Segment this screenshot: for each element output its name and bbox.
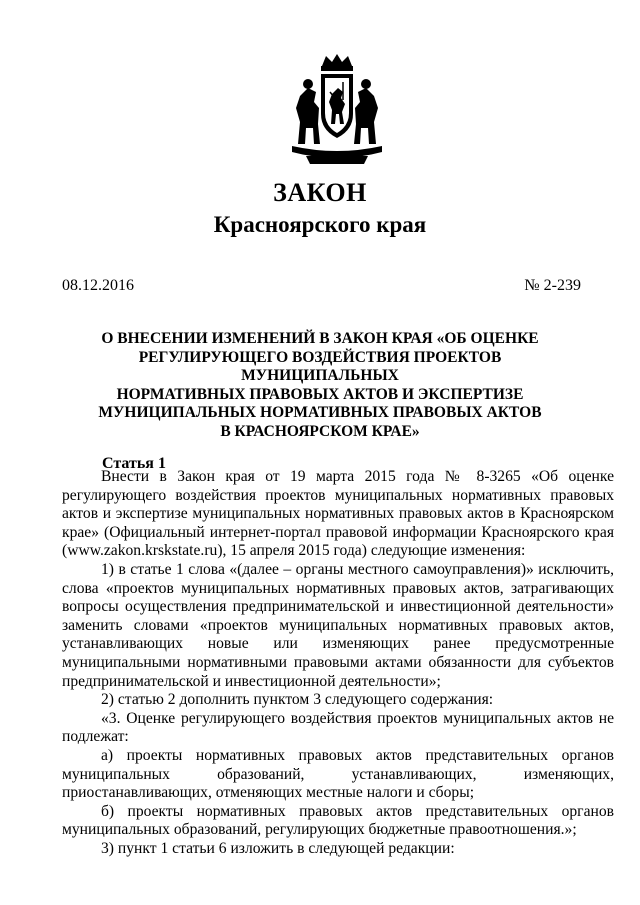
heading-line: О ВНЕСЕНИИ ИЗМЕНЕНИЙ В ЗАКОН КРАЯ «ОБ ОЦЕНКЕ bbox=[101, 330, 539, 347]
article-body bbox=[62, 468, 614, 858]
coat-of-arms-icon bbox=[286, 52, 388, 168]
document-subtitle: Красноярского края bbox=[213, 212, 427, 237]
law-heading bbox=[60, 330, 580, 441]
document-title: ЗАКОН bbox=[273, 178, 367, 207]
heading-line: В КРАСНОЯРСКОМ КРАЕ» bbox=[220, 422, 420, 440]
paragraph: 1) в статье 1 слова «(далее – органы местного самоуправления)» исключить, слова «проектов муниципальных нормативных правовых актов, затрагивающих вопросы осуществления предпринимательской и инвестиционной деятельности» заменить словами «проектов муниципальных нормативных правовых актов, устанавливающих новые или изменяющих ранее предусмотренные муниципальными нормативными правовыми актами обязанности для субъектов предпринимательской и инвестиционной деятельности»; bbox=[62, 560, 614, 690]
article-title: Статья 1 bbox=[102, 455, 166, 472]
paragraph: Внести в Закон края от 19 марта 2015 года № 8-3265 «Об оценке регулирующего воздействия проектов муниципальных нормативных правовых актов и экспертизе муниципальных нормативных правовых актов в Красноярском крае» (Официальный интернет-портал правовой информации Красноярского края (www.zakon.krskstate.ru), 15 апреля 2015 года) следующие изменения: bbox=[62, 468, 614, 560]
paragraph: а) проекты нормативных правовых актов представительных органов муниципальных образований, устанавливающих, изменяющих, приостанавливающих, отменяющих местные налоги и сборы; bbox=[62, 746, 614, 802]
heading-line: НОРМАТИВНЫХ ПРАВОВЫХ АКТОВ И ЭКСПЕРТИЗЕ bbox=[116, 385, 524, 403]
paragraph: 3) пункт 1 статьи 6 изложить в следующей редакции: bbox=[101, 839, 455, 857]
heading-line: РЕГУЛИРУЮЩЕГО ВОЗДЕЙСТВИЯ ПРОЕКТОВ МУНИЦИПАЛЬНЫХ bbox=[138, 348, 502, 384]
document-number: № 2-239 bbox=[524, 277, 581, 294]
heading-line: МУНИЦИПАЛЬНЫХ НОРМАТИВНЫХ ПРАВОВЫХ АКТОВ bbox=[98, 404, 542, 421]
paragraph: 2) статью 2 дополнить пунктом 3 следующего содержания: bbox=[101, 691, 494, 709]
paragraph: б) проекты нормативных правовых актов представительных органов муниципальных образований, регулирующих бюджетные правоотношения.»; bbox=[62, 802, 614, 839]
document-date: 08.12.2016 bbox=[62, 277, 134, 294]
paragraph: «3. Оценке регулирующего воздействия проектов муниципальных актов не подлежат: bbox=[62, 709, 614, 746]
